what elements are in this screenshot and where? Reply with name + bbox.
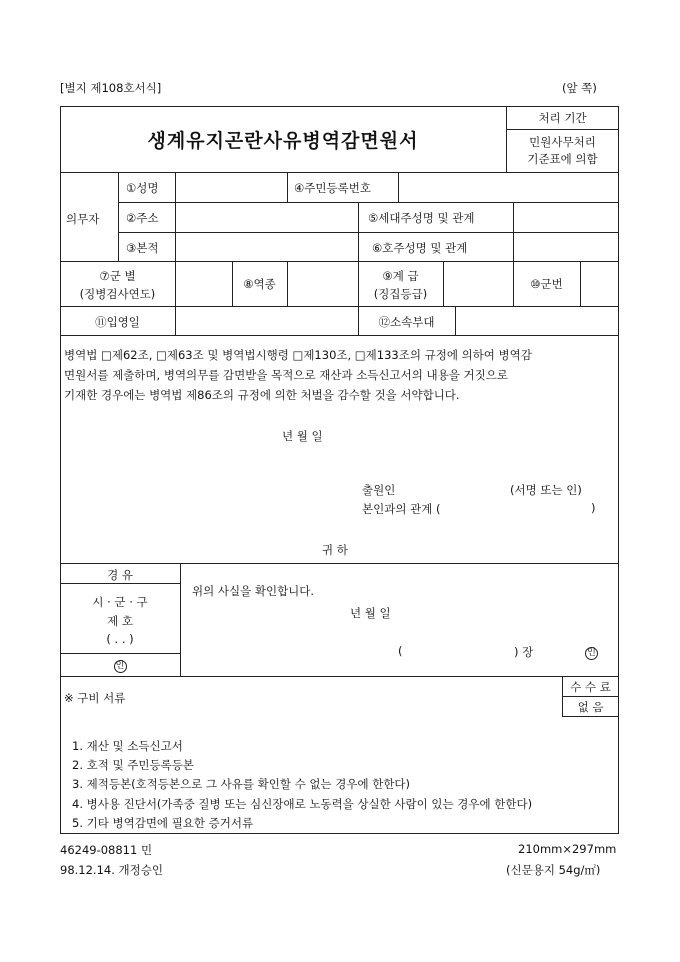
service-number-label: ⑩군번 <box>530 277 563 291</box>
footer-paper: (신문용지 54g/㎡) <box>506 863 601 877</box>
fee-label: 수 수 료 <box>570 680 611 694</box>
confirm-text: 위의 사실을 확인합니다. <box>192 584 315 598</box>
enlistment-date-label: ⑪입영일 <box>95 315 140 329</box>
document-item: 1. 재산 및 소득신고서 <box>72 739 183 753</box>
domicile-label: ③본적 <box>126 241 159 255</box>
family-head-label: ⑥호주성명 및 관계 <box>372 241 468 255</box>
footer-code: 46249-08811 민 <box>60 843 153 857</box>
statement-line-1: 병역법 □제62조, □제63조 및 병역법시행령 □제130조, □제133조의 규정에 의하여 병역감 <box>64 348 532 362</box>
authority-seal: 인 <box>585 647 598 660</box>
page-side: (앞 쪽) <box>562 81 597 95</box>
authority-open: ( <box>398 644 403 658</box>
authority-close: ) 장 <box>514 645 534 659</box>
documents-label: ※ 구비 서류 <box>64 691 126 705</box>
statement-date: 년 월 일 <box>282 429 323 443</box>
name-label: ①성명 <box>126 181 159 195</box>
rank-label: ⑨계 급 <box>382 269 419 283</box>
addressee: 귀 하 <box>322 543 348 557</box>
applicant-label: 출원인 <box>362 483 396 497</box>
obligor-label: 의무자 <box>66 212 100 226</box>
household-label: ⑤세대주성명 및 관계 <box>368 211 475 225</box>
document-item: 5. 기타 병역감면에 필요한 증거서류 <box>72 816 254 830</box>
via-office-3: ( . . ) <box>106 632 134 646</box>
form-title: 생계유지곤란사유병역감면원서 <box>147 130 419 152</box>
signature-label: (서명 또는 인) <box>510 483 582 497</box>
via-seal: 인 <box>114 660 127 673</box>
via-office-2: 제 호 <box>107 614 133 628</box>
via-label: 경 유 <box>107 568 133 582</box>
statement-line-3: 기재한 경우에는 병역법 제86조의 규정에 의한 처벌을 감수할 것을 서약합니다. <box>64 388 460 402</box>
branch-label: ⑦군 별 <box>99 269 136 283</box>
relation-close: ) <box>591 501 596 515</box>
processing-label: 처리 기간 <box>538 111 587 125</box>
document-item: 2. 호적 및 주민등록등본 <box>72 758 194 772</box>
rrn-label: ④주민등록번호 <box>294 181 371 195</box>
footer-approval: 98.12.14. 개정승인 <box>60 863 163 877</box>
relation-label: 본인과의 관계 ( <box>362 502 441 516</box>
service-type-label: ⑧역종 <box>243 277 276 291</box>
fee-value: 없 음 <box>577 700 604 714</box>
statement-line-2: 면원서를 제출하며, 병역의무를 감면받을 목적으로 재산과 소득신고서의 내용을 거짓으로 <box>64 368 508 382</box>
unit-label: ⑫소속부대 <box>378 315 435 329</box>
confirm-date: 년 월 일 <box>350 606 391 620</box>
form-number: [별지 제108호서식] <box>60 81 162 95</box>
conscription-grade-label: (징집등급) <box>373 287 428 301</box>
footer-size: 210mm×297mm <box>518 842 617 856</box>
processing-value-1: 민원사무처리 <box>529 135 596 149</box>
document-item: 4. 병사용 진단서(가족중 질병 또는 심신장애로 노동력을 상실한 사람이 있는 경우에 한한다) <box>72 797 533 811</box>
address-label: ②주소 <box>126 211 159 225</box>
draft-year-label: (징병검사연도) <box>79 287 156 301</box>
document-item: 3. 제적등본(호적등본으로 그 사유를 확인할 수 없는 경우에 한한다) <box>72 777 411 791</box>
via-office-1: 시 · 군 · 구 <box>92 595 148 609</box>
processing-value-2: 기준표에 의함 <box>527 152 598 166</box>
